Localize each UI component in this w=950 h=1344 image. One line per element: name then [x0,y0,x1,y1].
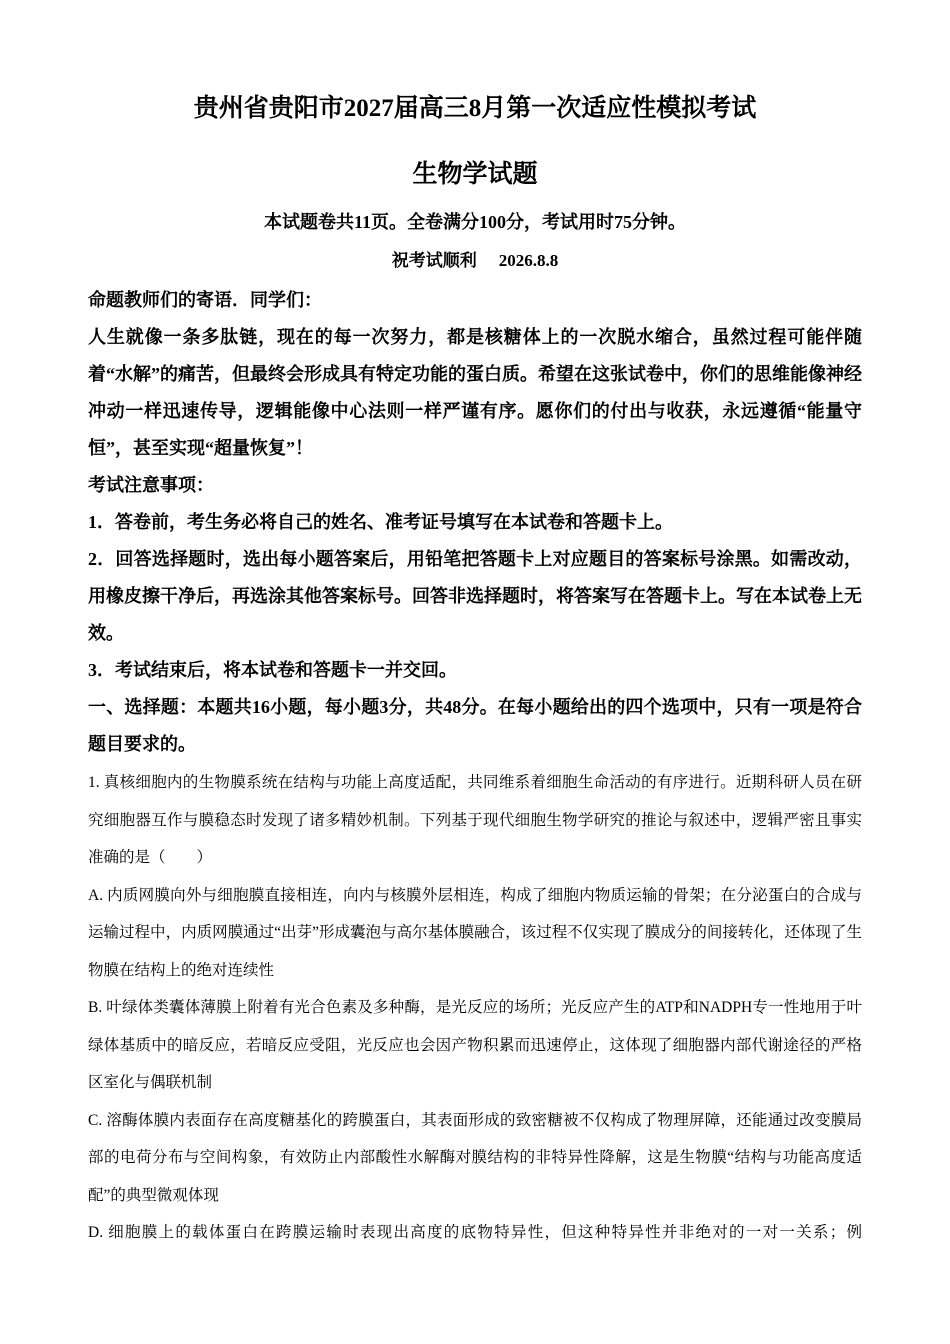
option-b: B. 叶绿体类囊体薄膜上附着有光合色素及多种酶，是光反应的场所；光反应产生的ATP和NADPH专一性地用于叶绿体基质中的暗反应，若暗反应受阻，光反应也会因产物积累而迅速停止，这体现了细胞器内部代谢途径的严格区室化与偶联机制 [88,999,862,1091]
subject-title: 生物学试题 [412,161,538,188]
section-heading: 一、选择题：本题共16小题，每小题3分，共48分。在每小题给出的四个选项中，只有一项是符合题目要求的。 [88,697,862,754]
question-stem: 1. 真核细胞内的生物膜系统在结构与功能上高度适配，共同维系着细胞生命活动的有序进行。近期科研人员在研究细胞器互作与膜稳态时发现了诸多精妙机制。下列基于现代细胞生物学研究的推论与叙述中，逻辑严密且事实准确的是（ ） [88,774,862,866]
option-c: C. 溶酶体膜内表面存在高度糖基化的跨膜蛋白，其表面形成的致密糖被不仅构成了物理屏障，还能通过改变膜局部的电荷分布与空间构象，有效防止内部酸性水解酶对膜结构的非特异性降解，这是生物膜“结构与功能高度适配”的典型微观体现 [88,1111,862,1204]
exam-title: 贵州省贵阳市2027届高三8月第一次适应性模拟考试 [193,95,757,122]
notes-item-2: 2．回答选择题时，选出每小题答案后，用铅笔把答题卡上对应题目的答案标号涂黑。如需改动，用橡皮擦干净后，再选涂其他答案标号。回答非选择题时，将答案写在答题卡上。写在本试卷上无效。 [88,549,862,643]
exam-date: 2026.8.8 [498,251,559,270]
wish-line [0,246,950,271]
message-text: 人生就像一条多肽链，现在的每一次努力，都是核糖体上的一次脱水缩合，虽然过程可能伴随着“水解”的痛苦，但最终会形成具有特定功能的蛋白质。希望在这张试卷中，你们的思维能像神经冲动一样迅速传导，逻辑能像中心法则一样严谨有序。愿你们的付出与收获，永远遵循“能量守恒”，甚至实现“超量恢复”！ [88,327,862,458]
message-heading: 命题教师们的寄语．同学们： [88,290,322,310]
exam-info: 本试题卷共11页。全卷满分100分，考试用时75分钟。 [263,212,686,232]
notes-item-1: 1．答卷前，考生务必将自己的姓名、准考证号填写在本试卷和答题卡上。 [88,512,673,532]
notes-item-3: 3．考试结束后，将本试卷和答题卡一并交回。 [88,660,457,680]
wish-text: 祝考试顺利 [391,251,477,270]
page-body [88,282,862,1252]
option-d: D. 细胞膜上的载体蛋白在跨膜运输时表现出高度的底物特异性，但这种特异性并非绝对的一对一关系；例 [88,1224,862,1241]
notes-heading: 考试注意事项： [88,475,214,495]
option-a: A. 内质网膜向外与细胞膜直接相连，向内与核膜外层相连，构成了细胞内物质运输的骨架；在分泌蛋白的合成与运输过程中，内质网膜通过“出芽”形成囊泡与高尔基体膜融合，该过程不仅实现了膜成分的间接转化，还体现了生物膜在结构上的绝对连续性 [88,886,862,979]
